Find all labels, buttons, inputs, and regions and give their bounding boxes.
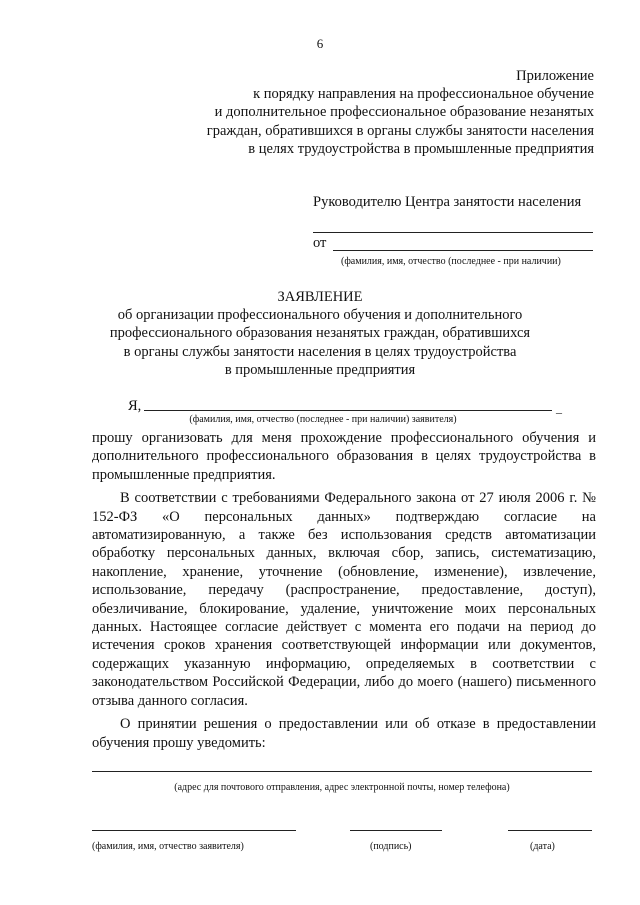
title-line: в промышленные предприятия	[224, 361, 416, 378]
address-hint: (адрес для почтового отправления, адрес электронной почты, номер телефона)	[174, 782, 510, 793]
applicant-name-field[interactable]	[144, 410, 552, 411]
address-field[interactable]	[92, 771, 592, 772]
sender-name-hint: (фамилия, имя, отчество (последнее - при наличии)	[341, 256, 561, 267]
applicant-fullname-field[interactable]	[92, 830, 296, 831]
application-body	[92, 429, 596, 752]
date-field[interactable]	[508, 830, 592, 831]
applicant-name-hint: (фамилия, имя, отчество (последнее - при наличии) заявителя)	[189, 414, 457, 425]
appendix-line: граждан, обратившихся в органы службы занятости населения	[206, 122, 594, 139]
document-title	[0, 288, 640, 379]
body-paragraph-request: прошу организовать для меня прохождение профессионального обучения и дополнительного профессионального образования в целях трудоустройства в промышленные предприятия.	[92, 430, 596, 483]
body-paragraph-consent: В соответствии с требованиями Федерального закона от 27 июля 2006 г. № 152-ФЗ «О персональных данных» подтверждаю согласие на автоматизированную, а также без использования средств автоматизации обработку персональных данных, включая сбор, запись, систематизацию, накопление, хранение, уточнение (обновление, изменение), извлечение, использование, передачу (распространение, предоставление, доступ), обезличивание, блокирование, удаление, уничтожение моих персональных данных. Настоящее согласие действует с момента его подачи на период до истечения сроков хранения соответствующей информации или документов, содержащих указанную информацию, определяемых в соответствии с законодательством Российской Федерации, либо до моего (нашего) письменного отзыва данного согласия.	[92, 490, 596, 709]
appendix-line: Приложение	[516, 68, 594, 84]
title-line: об организации профессионального обучения и дополнительного	[117, 307, 523, 324]
applicant-prefix: Я,	[128, 398, 142, 414]
appendix-line: в целях трудоустройства в промышленные предприятия	[248, 140, 594, 157]
appendix-line: к порядку направления на профессиональное обучение	[253, 86, 594, 103]
page-number: 6	[316, 36, 324, 51]
fullname-hint: (фамилия, имя, отчество заявителя)	[92, 841, 244, 852]
from-label: от	[313, 235, 327, 251]
recipient-blank-line[interactable]	[313, 232, 593, 233]
signature-field[interactable]	[350, 830, 442, 831]
title-line: профессионального образования незанятых граждан, обратившихся	[109, 325, 531, 342]
recipient-block	[313, 193, 595, 267]
title-heading: ЗАЯВЛЕНИЕ	[277, 289, 363, 305]
title-line: в органы службы занятости населения в целях трудоустройства	[123, 343, 517, 360]
recipient-to: Руководителю Центра занятости населения	[313, 194, 582, 210]
applicant-trailing-dash: _	[556, 401, 562, 415]
date-hint: (дата)	[530, 841, 555, 852]
body-paragraph-notify: О принятии решения о предоставлении или об отказе в предоставлении обучения прошу уведомить:	[92, 716, 596, 751]
sender-name-field[interactable]	[333, 250, 593, 251]
signature-hint: (подпись)	[370, 841, 412, 852]
appendix-header	[154, 67, 594, 158]
appendix-line: и дополнительное профессиональное образование незанятых	[214, 104, 594, 121]
